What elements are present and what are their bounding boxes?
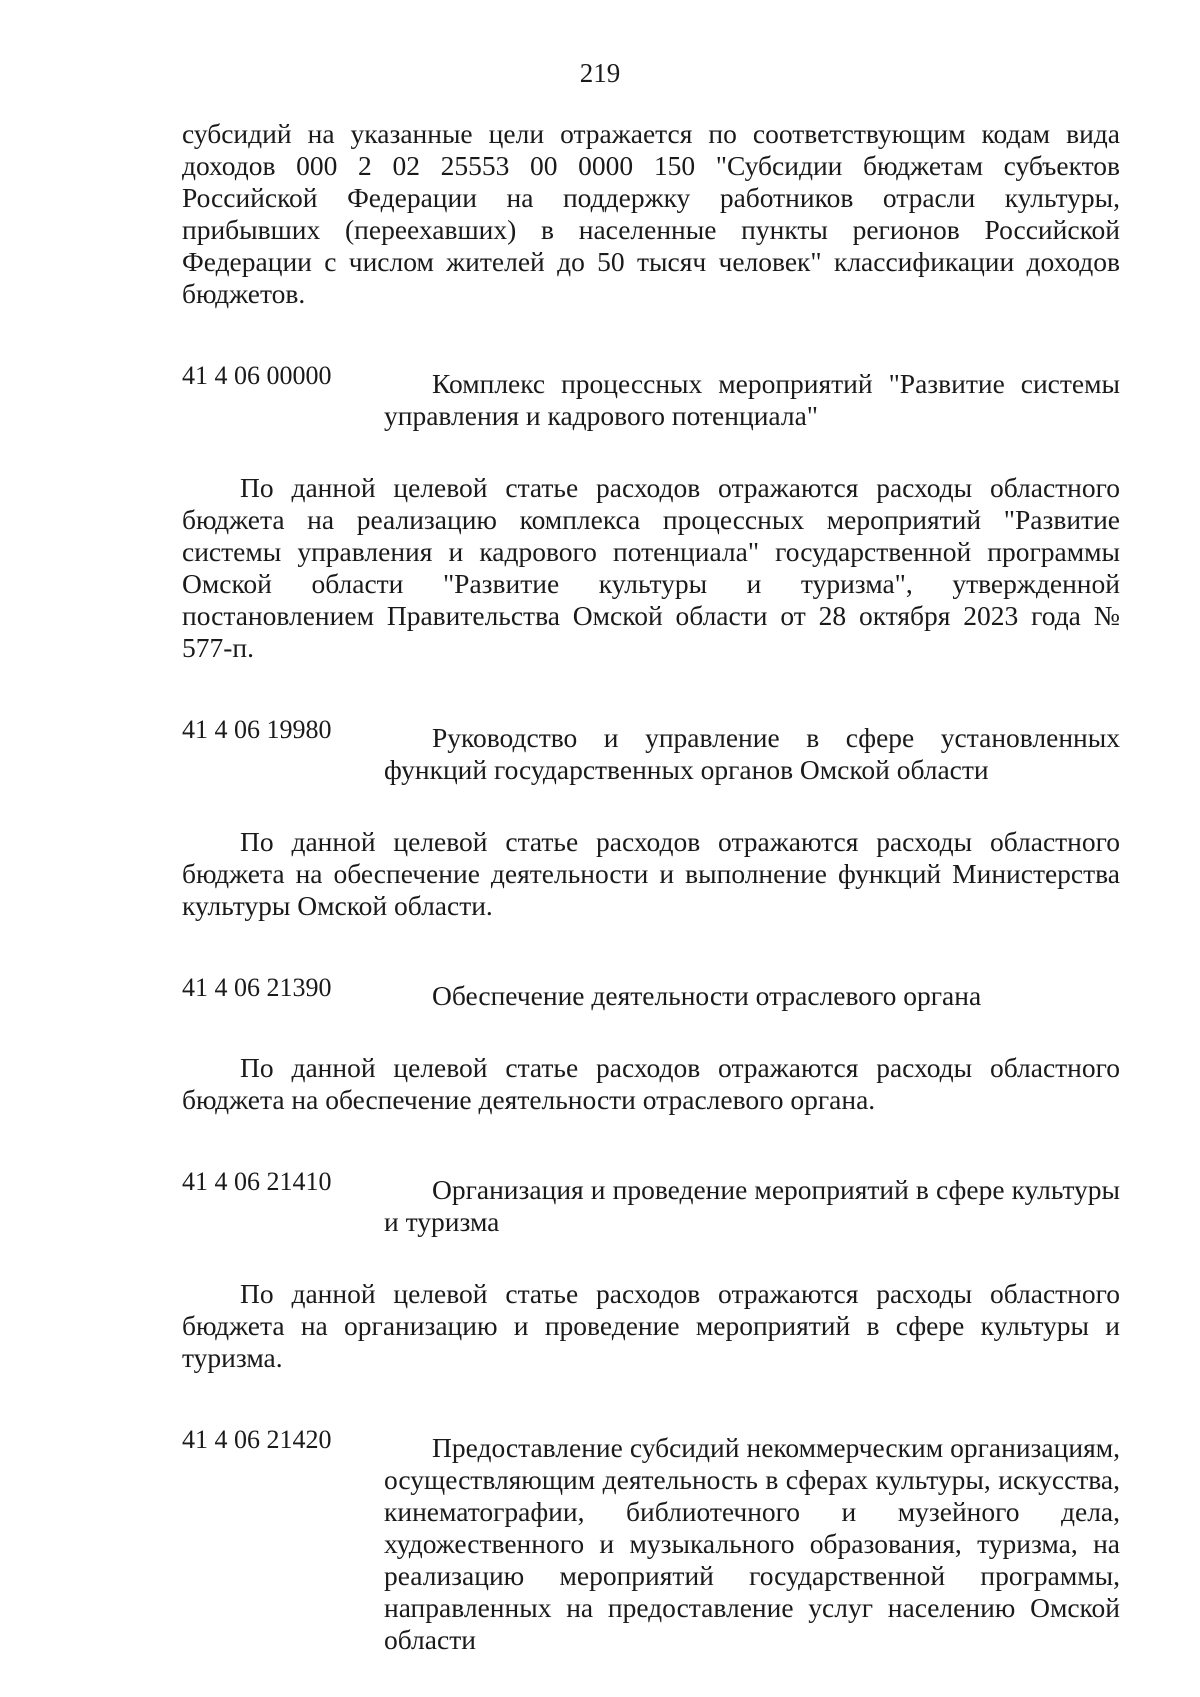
entry-code: 41 4 06 00000 [182,361,332,390]
entry-code: 41 4 06 19980 [182,715,332,744]
entry-code: 41 4 06 21410 [182,1167,332,1196]
entry-title: Руководство и управление в сфере установленных функций государственных органов Омской области [384,722,1120,785]
page-number: 219 [579,58,621,88]
budget-entry [182,1422,1120,1656]
document-body [182,118,1120,1656]
entry-title: Предоставление субсидий некоммерческим организациям, осуществляющим деятельность в сферах культуры, искусства, кинематографии, библиотечного и музейного дела, художественного и музыкального образования, туризма, на реализацию мероприятий государственной программы, направленных на предоставление услуг населению Омской области [384,1432,1120,1655]
entry-title: Организация и проведение мероприятий в сфере культуры и туризма [384,1174,1120,1237]
entry-description: По данной целевой статье расходов отражаются расходы областного бюджета на обеспечение деятельности отраслевого органа. [182,1052,1120,1115]
intro-paragraph: субсидий на указанные цели отражается по соответствующим кодам вида доходов 000 2 02 25553 00 0000 150 "Субсидии бюджетам субъектов Российской Федерации на поддержку работников отрасли культуры, прибывших (переехавших) в населенные пункты регионов Российской Федерации с числом жителей до 50 тысяч человек" классификации доходов бюджетов. [182,118,1120,309]
entry-description: По данной целевой статье расходов отражаются расходы областного бюджета на реализацию комплекса процессных мероприятий "Развитие системы управления и кадрового потенциала" государственной программы Омской области "Развитие культуры и туризма", утвержденной постановлением Правительства Омской области от 28 октября 2023 года № 577-п. [182,472,1120,663]
entry-description: По данной целевой статье расходов отражаются расходы областного бюджета на организацию и проведение мероприятий в сфере культуры и туризма. [182,1278,1120,1373]
entry-code: 41 4 06 21420 [182,1425,332,1454]
entry-title: Обеспечение деятельности отраслевого органа [432,980,982,1011]
budget-entry [182,970,1120,1012]
budget-entry [182,358,1120,432]
budget-entry [182,1164,1120,1238]
entry-code: 41 4 06 21390 [182,973,332,1002]
entry-description: По данной целевой статье расходов отражаются расходы областного бюджета на обеспечение деятельности и выполнение функций Министерства культуры Омской области. [182,826,1120,921]
budget-entry [182,712,1120,786]
entry-title: Комплекс процессных мероприятий "Развитие системы управления и кадрового потенциала" [384,368,1120,431]
